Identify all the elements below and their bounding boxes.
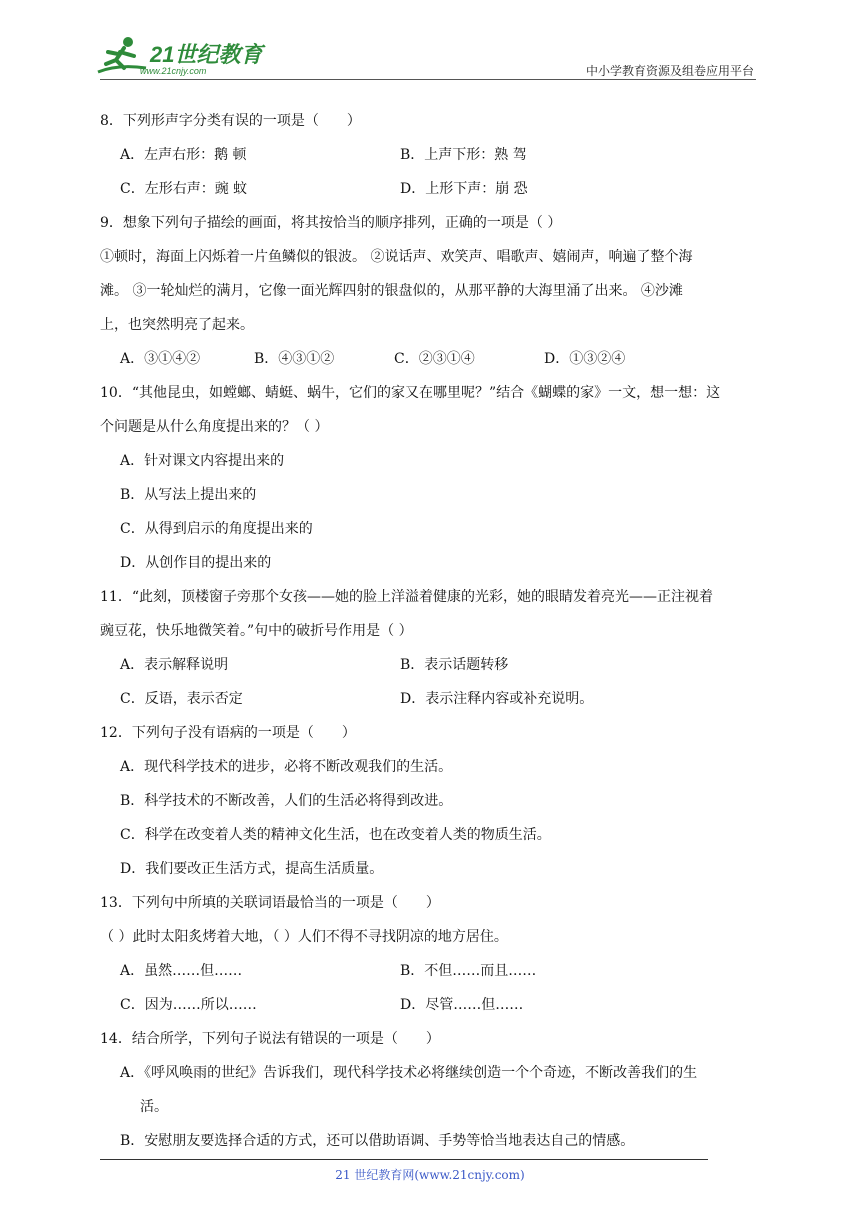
header-divider	[100, 79, 756, 80]
question-13-options-row-2	[100, 988, 760, 1022]
option-b: B．④③①②	[254, 351, 335, 367]
question-9-passage-2: 滩。 ③一轮灿烂的满月，它像一面光辉四射的银盘似的，从那平静的大海里涌了出来。 ④沙滩	[100, 283, 683, 299]
question-8-options-row-2	[100, 172, 760, 206]
option-a: A．表示解释说明	[120, 657, 229, 673]
option-d: D．从创作目的提出来的	[120, 555, 272, 571]
question-13-stem: 13．下列句中所填的关联词语最恰当的一项是（ ）	[100, 895, 440, 911]
option-d: D．尽管……但……	[400, 997, 524, 1013]
option-b: B．上声下形：熟 驾	[400, 147, 527, 163]
option-b: B．科学技术的不断改善，人们的生活必将得到改进。	[120, 793, 453, 809]
option-a-line-2: 活。	[140, 1099, 168, 1115]
option-c: C．左形右声：豌 蚊	[120, 181, 248, 197]
option-d: D．①③②④	[544, 351, 626, 367]
footer-text: 21 世纪教育网(www.21cnjy.com)	[335, 1168, 525, 1182]
option-d: D．表示注释内容或补充说明。	[400, 691, 594, 707]
question-11-options-row-2	[100, 682, 760, 716]
question-9-passage-1: ①顿时，海面上闪烁着一片鱼鳞似的银波。 ②说话声、欢笑声、唱歌声、嬉闹声，响遍了整个海	[100, 249, 693, 265]
question-11-stem-1: 11．“此刻，顶楼窗子旁那个女孩——她的脸上洋溢着健康的光彩，她的眼睛发着亮光——正注视着	[100, 589, 713, 605]
logo-text: 21世纪教育	[150, 42, 263, 67]
option-a: A．左声右形：鹅 顿	[120, 147, 247, 163]
option-c: C．从得到启示的角度提出来的	[120, 521, 313, 537]
question-10-stem-1: 10．“其他昆虫，如螳螂、蜻蜓、蜗牛，它们的家又在哪里呢？”结合《蝴蝶的家》一文，想一想：这	[100, 385, 721, 401]
question-10-stem-2: 个问题是从什么角度提出来的？（ ）	[100, 419, 329, 435]
question-11-stem-2: 豌豆花，快乐地微笑着。”句中的破折号作用是（ ）	[100, 623, 413, 639]
option-c: C．反语，表示否定	[120, 691, 243, 707]
question-13-sentence: （ ）此时太阳炙烤着大地，（ ）人们不得不寻找阴凉的地方居住。	[100, 929, 508, 945]
option-c: C．科学在改变着人类的精神文化生活，也在改变着人类的物质生活。	[120, 827, 551, 843]
footer-divider	[100, 1159, 708, 1160]
option-d: D．我们要改正生活方式，提高生活质量。	[120, 861, 384, 877]
question-9-stem: 9．想象下列句子描绘的画面，将其按恰当的顺序排列，正确的一项是（ ）	[100, 215, 562, 231]
option-d: D．上形下声：崩 恐	[400, 181, 528, 197]
question-11-options-row-1	[100, 648, 760, 682]
question-12-stem: 12．下列句子没有语病的一项是（ ）	[100, 725, 356, 741]
question-8-stem: 8．下列形声字分类有误的一项是（ ）	[100, 113, 361, 129]
question-14-stem: 14．结合所学，下列句子说法有错误的一项是（ ）	[100, 1031, 440, 1047]
option-b: B．表示话题转移	[400, 657, 509, 673]
option-a: A．虽然……但……	[120, 963, 243, 979]
logo-url: www.21cnjy.com	[140, 66, 207, 76]
option-c: C．因为……所以……	[120, 997, 257, 1013]
option-b: B．不但……而且……	[400, 963, 537, 979]
option-a: A．③①④②	[120, 351, 201, 367]
option-a-line-1: A．《呼风唤雨的世纪》告诉我们，现代科学技术必将继续创造一个个奇迹，不断改善我们的生	[120, 1065, 698, 1081]
option-a: A．针对课文内容提出来的	[120, 453, 285, 469]
option-b: B．从写法上提出来的	[120, 487, 257, 503]
option-b: B．安慰朋友要选择合适的方式，还可以借助语调、手势等恰当地表达自己的情感。	[120, 1133, 635, 1149]
question-9-passage-3: 上，也突然明亮了起来。	[100, 317, 254, 333]
question-13-options-row-1	[100, 954, 760, 988]
platform-name: 中小学教育资源及组卷应用平台	[585, 64, 754, 78]
question-8-options-row-1	[100, 138, 760, 172]
option-c: C．②③①④	[394, 351, 475, 367]
option-a: A．现代科学技术的进步，必将不断改观我们的生活。	[120, 759, 453, 775]
question-list	[100, 104, 760, 1158]
question-9-options	[100, 342, 760, 376]
